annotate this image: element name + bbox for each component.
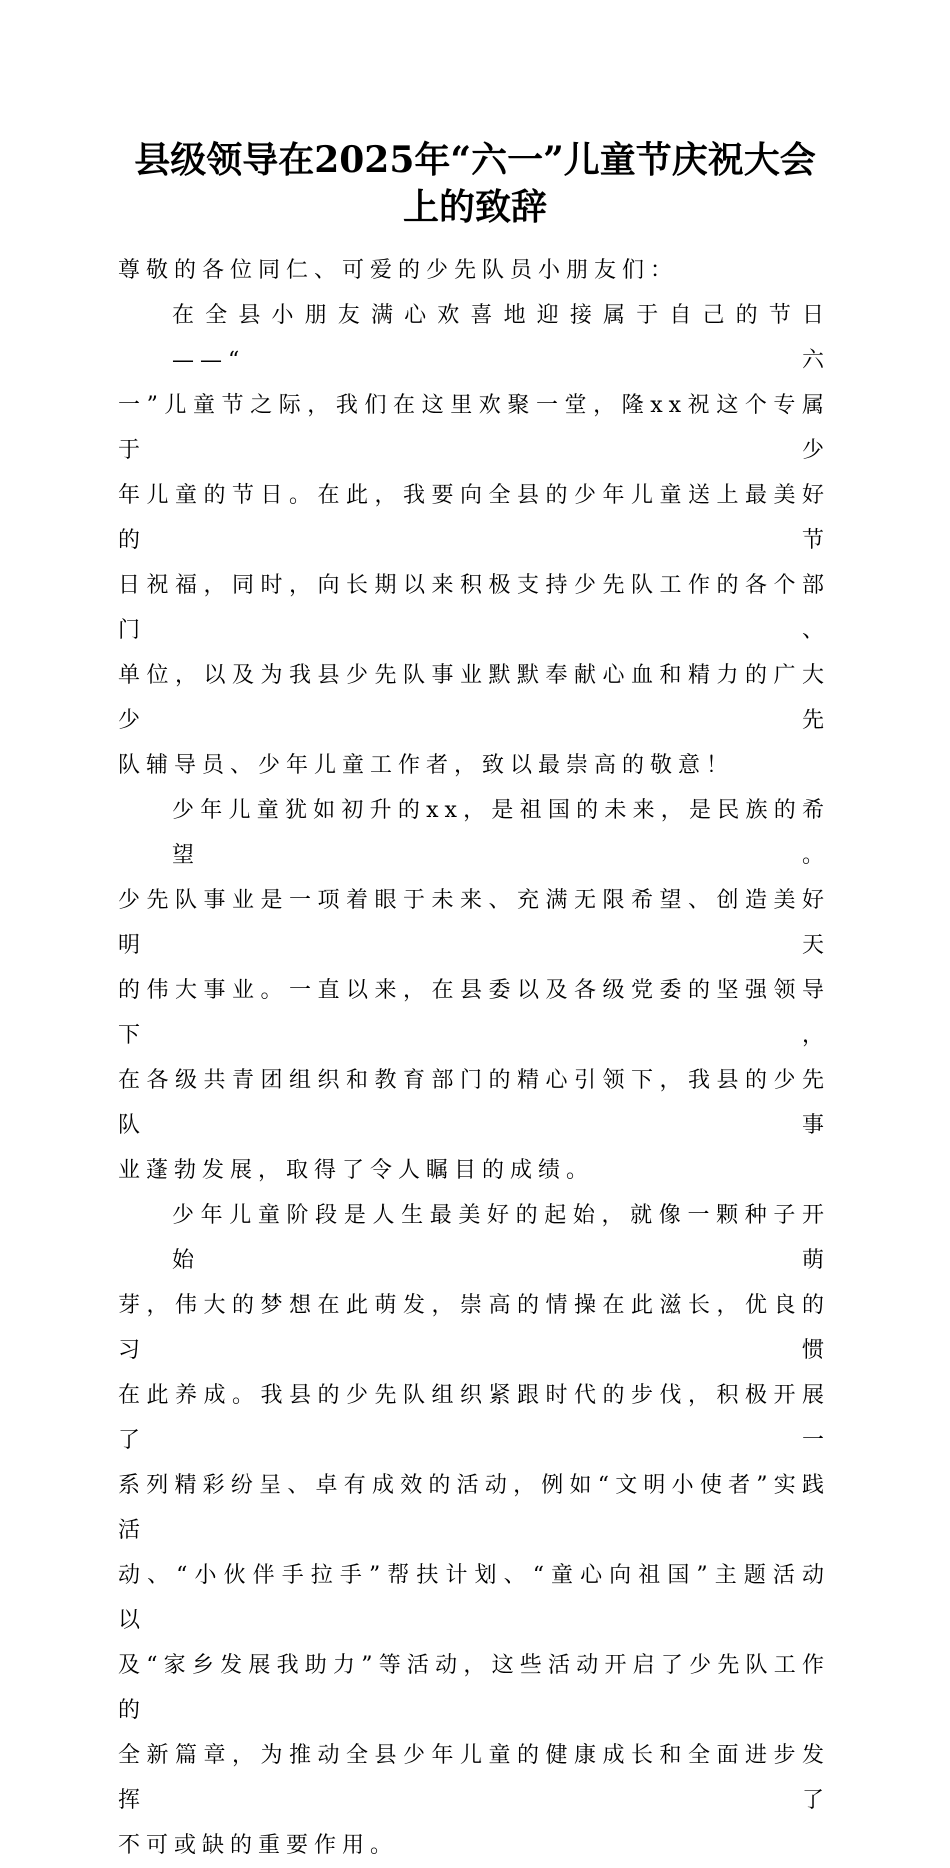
paragraph-line: 单位，以及为我县少先队事业默默奉献心血和精力的广大少先 [118, 663, 830, 733]
paragraph-line: 全新篇章，为推动全县少年儿童的健康成长和全面进步发挥了 [118, 1743, 830, 1813]
paragraph-2 [118, 788, 830, 1193]
salutation: 尊敬的各位同仁、可爱的少先队员小朋友们： [118, 258, 679, 283]
paragraph-line: 少年儿童犹如初升的xx，是祖国的未来，是民族的希望。 [172, 798, 830, 868]
paragraph-line: 年儿童的节日。在此，我要向全县的少年儿童送上最美好的节 [118, 483, 830, 553]
paragraph-line: 动、“小伙伴手拉手”帮扶计划、“童心向祖国”主题活动以 [118, 1563, 830, 1633]
document-title-line-1: 县级领导在2025年“六一”儿童节庆祝大会 [134, 139, 816, 181]
paragraph-line: 在全县小朋友满心欢喜地迎接属于自己的节日——“六 [172, 303, 830, 373]
paragraph-line: 在各级共青团组织和教育部门的精心引领下，我县的少先队事 [118, 1068, 830, 1138]
paragraph-1 [118, 293, 830, 788]
paragraph-line: 少先队事业是一项着眼于未来、充满无限希望、创造美好明天 [118, 888, 830, 958]
paragraph-3 [118, 1193, 830, 1868]
paragraph-line: 少年儿童阶段是人生最美好的起始，就像一颗种子开始萌 [172, 1203, 830, 1273]
paragraph-line: 日祝福，同时，向长期以来积极支持少先队工作的各个部门、 [118, 573, 830, 643]
paragraph-line: 的伟大事业。一直以来，在县委以及各级党委的坚强领导下， [118, 978, 830, 1048]
paragraph-line: 在此养成。我县的少先队组织紧跟时代的步伐，积极开展了一 [118, 1383, 830, 1453]
document-title-line-2: 上的致辞 [402, 186, 547, 228]
paragraph-line: 系列精彩纷呈、卓有成效的活动，例如“文明小使者”实践活 [118, 1473, 830, 1543]
paragraph-line: 芽，伟大的梦想在此萌发，崇高的情操在此滋长，优良的习惯 [118, 1293, 830, 1363]
paragraph-line: 队辅导员、少年儿童工作者，致以最崇高的敬意！ [118, 753, 735, 778]
document-body [118, 248, 830, 1868]
paragraph-line: 一”儿童节之际，我们在这里欢聚一堂，隆xx祝这个专属于少 [118, 393, 830, 463]
paragraph-line: 及“家乡发展我助力”等活动，这些活动开启了少先队工作的 [118, 1653, 830, 1723]
paragraph-line: 业蓬勃发展，取得了令人瞩目的成绩。 [118, 1158, 595, 1183]
paragraph-line: 不可或缺的重要作用。 [118, 1833, 399, 1858]
